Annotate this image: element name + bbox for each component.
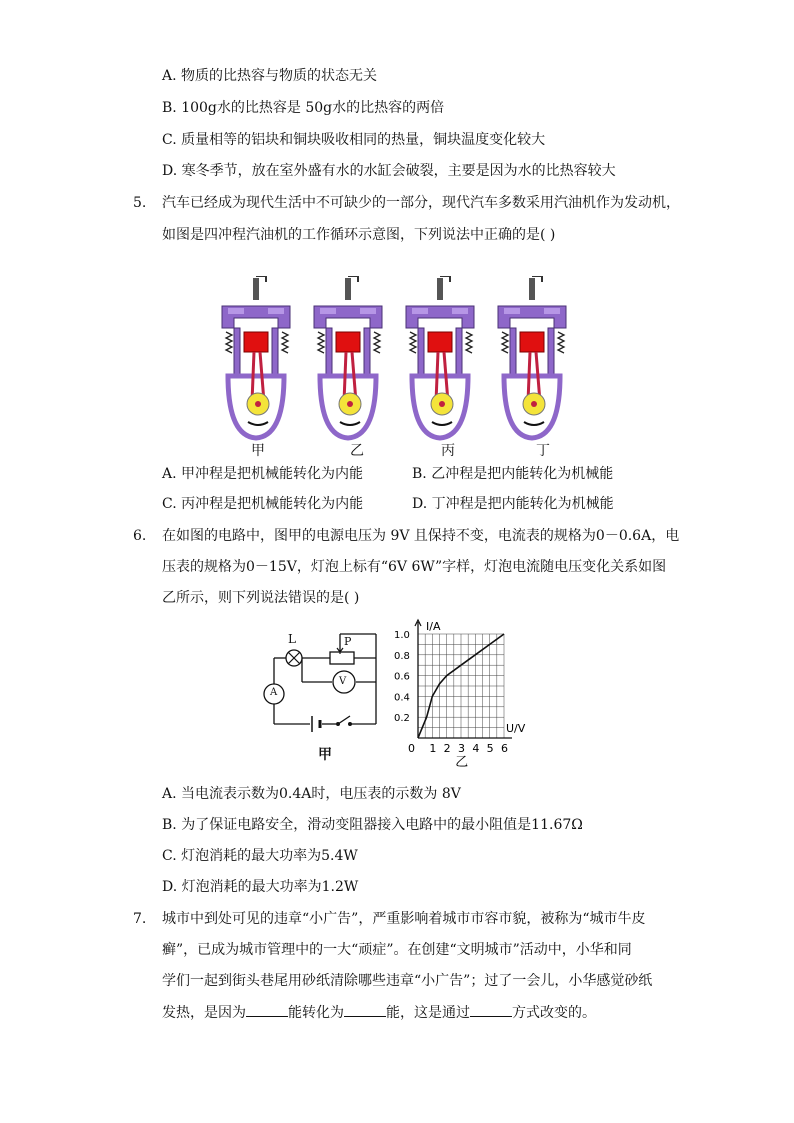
origin-label: 0 <box>408 742 415 755</box>
q7-line-3: 学们一起到街头巷尾用砂纸清除哪些违章“小广告”；过了一会儿，小华感觉砂纸 <box>162 973 653 989</box>
q7-part-1: 发热，是因为 <box>162 1005 246 1021</box>
label-v: V <box>339 676 347 687</box>
q5-line-1: 汽车已经成为现代生活中不可缺少的一部分，现代汽车多数采用汽油机作为发动机， <box>162 195 680 211</box>
label-p: P <box>344 635 352 648</box>
x-tick-label: 3 <box>458 742 465 755</box>
q4-option-b: B. 100g水的比热容是 50g水的比热容的两倍 <box>162 100 445 116</box>
x-axis-label: U/V <box>506 722 526 735</box>
engine-label-bing: 丙 <box>441 443 455 459</box>
engine-label-yi: 乙 <box>350 443 364 459</box>
x-tick-label: 4 <box>472 742 480 755</box>
y-tick-label: 0.2 <box>394 713 410 725</box>
chart-caption: 乙 <box>455 755 469 770</box>
q6-option-d: D. 灯泡消耗的最大功率为1.2W <box>162 879 359 895</box>
label-a: A <box>270 687 278 698</box>
q6-option-b: B. 为了保证电路安全，滑动变阻器接入电路中的最小阻值是11.67Ω <box>162 817 583 833</box>
q7-blank-3[interactable] <box>470 1002 512 1017</box>
q6-option-c: C. 灯泡消耗的最大功率为5.4W <box>162 848 358 864</box>
q7-line-2: 癣”，已成为城市管理中的一大“顽症”。在创建“文明城市”活动中，小华和同 <box>162 942 632 958</box>
q7-part-3: 能，这是通过 <box>386 1005 470 1021</box>
q5-option-d: D. 丁冲程是把内能转化为机械能 <box>412 496 614 512</box>
q5-option-b: B. 乙冲程是把内能转化为机械能 <box>412 466 614 482</box>
iv-chart <box>392 614 552 774</box>
label-l: L <box>288 632 296 646</box>
q7-line-1: 城市中到处可见的违章“小广告”，严重影响着城市市容市貌，被称为“城市牛皮 <box>162 911 646 927</box>
q4-option-a: A. 物质的比热容与物质的状态无关 <box>162 68 378 84</box>
q7-blank-2[interactable] <box>344 1002 386 1017</box>
q6-line-3: 乙所示，则下列说法错误的是( ) <box>162 590 360 606</box>
y-tick-label: 1.0 <box>394 630 410 641</box>
q7-part-4: 方式改变的。 <box>512 1005 596 1021</box>
x-tick-label: 1 <box>429 742 437 755</box>
engine-label-jia: 甲 <box>251 443 265 459</box>
x-tick-label: 6 <box>501 742 508 755</box>
q6-line-1: 在如图的电路中，图甲的电源电压为 9V 且保持不变，电流表的规格为0－0.6A，电 <box>162 528 680 544</box>
q6-option-a: A. 当电流表示数为0.4A时，电压表的示数为 8V <box>162 786 461 802</box>
q5-option-a: A. 甲冲程是把机械能转化为内能 <box>162 466 364 482</box>
x-tick-label: 5 <box>486 742 494 755</box>
q7-number: 7. <box>133 911 147 927</box>
y-tick-label: 0.6 <box>394 671 410 683</box>
engine-cycle-figure <box>218 276 578 466</box>
q4-option-d: D. 寒冬季节，放在室外盛有水的水缸会破裂，主要是因为水的比热容较大 <box>162 163 616 179</box>
q7-line-4 <box>162 1002 596 1023</box>
q5-line-2: 如图是四冲程汽油机的工作循环示意图，下列说法中正确的是( ) <box>162 227 556 243</box>
q5-number: 5. <box>133 195 147 211</box>
q7-part-2: 能转化为 <box>288 1005 344 1021</box>
q5-option-c: C. 丙冲程是把机械能转化为内能 <box>162 496 364 512</box>
rheostat-icon <box>330 652 354 664</box>
q4-option-c: C. 质量相等的铝块和铜块吸收相同的热量，铜块温度变化较大 <box>162 132 546 148</box>
q7-blank-1[interactable] <box>246 1002 288 1017</box>
y-tick-label: 0.8 <box>394 650 410 662</box>
x-tick-label: 2 <box>443 742 451 755</box>
circuit-caption: 甲 <box>318 747 332 763</box>
y-tick-label: 0.4 <box>394 692 410 704</box>
engine-label-ding: 丁 <box>536 443 550 459</box>
q6-line-2: 压表的规格为0－15V，灯泡上标有“6V 6W”字样，灯泡电流随电压变化关系如图 <box>162 559 667 575</box>
q6-number: 6. <box>133 528 147 544</box>
y-axis-label: I/A <box>426 620 441 633</box>
